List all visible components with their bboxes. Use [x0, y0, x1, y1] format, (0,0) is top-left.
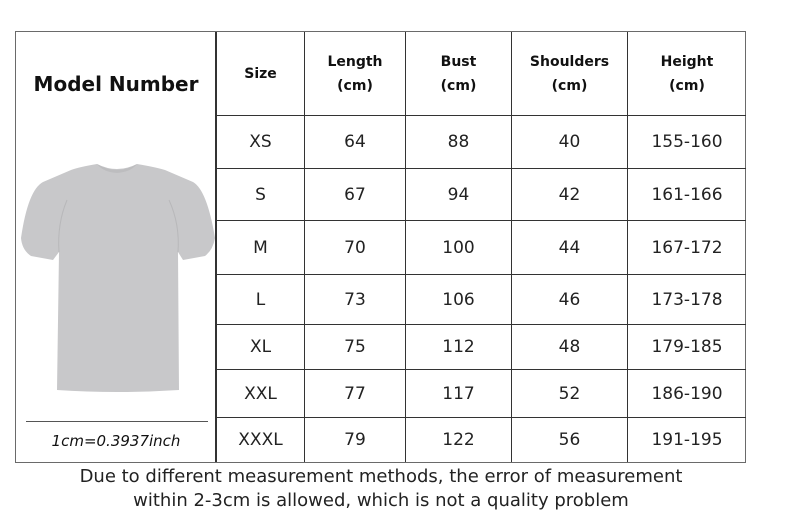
header-length — [304, 32, 405, 116]
header-height — [627, 32, 746, 116]
cell-height: 161-166 — [627, 169, 746, 221]
header-size — [217, 32, 304, 116]
cell-height: 167-172 — [627, 221, 746, 275]
cell-size: XL — [217, 325, 304, 370]
header-label: Height — [660, 53, 714, 70]
header-label: Shoulders — [529, 53, 610, 70]
cell-length: 77 — [304, 370, 405, 418]
cell-size: L — [217, 275, 304, 325]
note-line-2: within 2-3cm is allowed, which is not a quality problem — [133, 490, 629, 511]
cell-size: M — [217, 221, 304, 275]
cell-bust: 117 — [405, 370, 511, 418]
header-unit: (cm) — [440, 77, 477, 94]
cell-shoulders: 52 — [511, 370, 627, 418]
cell-shoulders: 48 — [511, 325, 627, 370]
header-label: Bust — [440, 53, 477, 70]
cell-shoulders: 44 — [511, 221, 627, 275]
cell-bust: 112 — [405, 325, 511, 370]
model-number-title: Model Number — [33, 72, 199, 96]
cell-shoulders: 56 — [511, 418, 627, 462]
cell-height: 191-195 — [627, 418, 746, 462]
cell-length: 70 — [304, 221, 405, 275]
note-line-1: Due to different measurement methods, the error of measurement — [79, 466, 683, 487]
header-unit: (cm) — [551, 77, 588, 94]
cell-length: 73 — [304, 275, 405, 325]
header-label: Length — [327, 53, 383, 70]
header-label: Size — [244, 65, 277, 82]
cell-length: 67 — [304, 169, 405, 221]
header-shoulders — [511, 32, 627, 116]
cell-length: 79 — [304, 418, 405, 462]
measurement-note — [0, 465, 762, 513]
header-unit: (cm) — [669, 77, 705, 94]
cell-bust: 106 — [405, 275, 511, 325]
cell-bust: 122 — [405, 418, 511, 462]
cell-shoulders: 42 — [511, 169, 627, 221]
cell-length: 75 — [304, 325, 405, 370]
unit-conversion: 1cm=0.3937inch — [51, 432, 181, 450]
cell-length: 64 — [304, 116, 405, 169]
divider — [26, 421, 208, 422]
size-table — [217, 32, 746, 462]
cell-height: 173-178 — [627, 275, 746, 325]
tshirt-image — [19, 164, 215, 392]
cell-height: 186-190 — [627, 370, 746, 418]
header-bust — [405, 32, 511, 116]
size-chart — [15, 31, 746, 463]
cell-height: 179-185 — [627, 325, 746, 370]
cell-size: XXL — [217, 370, 304, 418]
cell-bust: 100 — [405, 221, 511, 275]
model-column — [16, 32, 217, 462]
cell-size: XXXL — [238, 430, 283, 450]
header-unit: (cm) — [337, 77, 373, 94]
cell-shoulders: 40 — [511, 116, 627, 169]
cell-bust: 94 — [405, 169, 511, 221]
cell-size: S — [217, 169, 304, 221]
cell-shoulders: 46 — [511, 275, 627, 325]
cell-height: 155-160 — [627, 116, 746, 169]
cell-size: XS — [217, 116, 304, 169]
cell-bust: 88 — [405, 116, 511, 169]
